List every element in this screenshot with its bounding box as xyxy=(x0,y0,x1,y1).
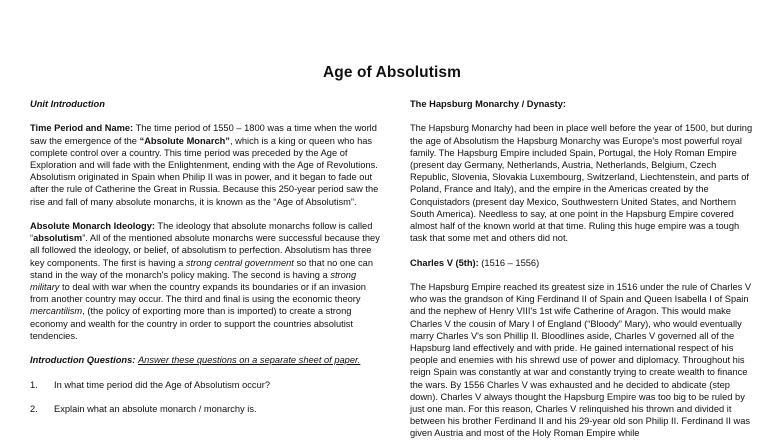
time-period-label: Time Period and Name: xyxy=(30,123,134,134)
hapsburg-heading: The Hapsburg Monarchy / Dynasty: xyxy=(410,99,567,109)
question-item: 1. In what time period did the Age of Absolutism occur? xyxy=(30,379,271,390)
page-title: Age of Absolutism xyxy=(322,64,462,81)
questions-heading xyxy=(30,354,381,366)
questions-instruction: Answer these questions on a separate sheet of paper. xyxy=(137,355,361,366)
time-period-paragraph: Time Period and Name: The time period of 1550 – 1800 was a time when the world saw the emergence of the “Absolute Monarch”, which is a king or queen who has complete control over a country. This time period was preceded by the Age of Exploration and will fade with the Enlightenment, ending with the Age of Revolutions. Absolutism originated in Spain when Philip II was in power, and it began to fade out after the rule of Catherine the Great in Russia. Because this 250-year period saw the rise and fall of many absolute monarchs, it is known as the “Age of Absolutism”. xyxy=(30,123,379,207)
questions-label: Introduction Questions: xyxy=(30,355,136,366)
right-column xyxy=(410,98,756,440)
charles-heading: Charles V (5th): (1516 – 1556) xyxy=(410,257,540,268)
ideology-label: Absolute Monarch Ideology: xyxy=(30,221,155,231)
charles-paragraph: The Hapsburg Empire reached its greatest size in 1516 under the rule of Charles V who was the grandson of King Ferdinand II of Spain and Queen Isabella I of Spain and the nephew of Henry VIII's 1st wife Catherine of Aragon. This would make Charles V the cousin of Mary I of England (“Bloody” Mary), who would eventually marry Charles V's son Phillip II. Bloodlines aside, Charles V governed all of the Hapsburg land effectively and with pride. He gained international respect of his people and enemies with his shrewd use of power and diplomacy. Throughout his reign Spain was constantly at war and constantly trying to create wealth to finance the wars. By 1556 Charles V was exhausted and he decided to abdicate (step down). Charles V always thought the Hapsburg Empire was too big to be ruled by just one man. For this reason, Charles V relinquished his thrown and divided it between his brother Ferdinand II and his 29-year old son Philip II. Ferdinand II was given Austria and most of the Holy Roman Empire while xyxy=(410,282,752,439)
hapsburg-paragraph: The Hapsburg Monarchy had been in place well before the year of 1500, but during the age of Absolutism the Hapsburg Monarchy was Europe's most powerful royal family. The Hapsburg Empire included Spain, Portugal, the Holy Roman Empire (present day Germany, Netherlands, Austria, Netherlands, Belgium, Czech Republic, Slovenia, Slovakia Luxembourg, Switzerland, Liechtenstein, and parts of Poland, France and Italy), and the empire in the Americas created by the Conquistadors (present day Mexico, Southwestern United States, and Northern South America). Needless to say, at one point in the Hapsburg Empire covered almost half of the known world at that time. Ruling this huge empire was a tough task that some met and others did not. xyxy=(410,123,753,244)
unit-intro-heading: Unit Introduction xyxy=(30,99,105,109)
left-column xyxy=(30,98,381,415)
question-item: 2. Explain what an absolute monarch / monarchy is. xyxy=(30,404,257,414)
ideology-paragraph: Absolute Monarch Ideology: The ideology that absolute monarchs follow is called “absolutism”. All of the mentioned absolute monarchs were successful because they all followed the ideology, or belief, of absolutism to perfection. Absolutism has three key components. The first is having a strong central government so that no one can stand in the way of the monarch's policy making. The second is having a strong military to deal with war when the country expands its boundaries or if an invasion from another country may occur. The third and final is using the economic theory mercantilism, (the policy of exporting more than is imported) to create a strong economy and wealth for the country in order to support the countries absolutist tendencies. xyxy=(30,221,380,341)
